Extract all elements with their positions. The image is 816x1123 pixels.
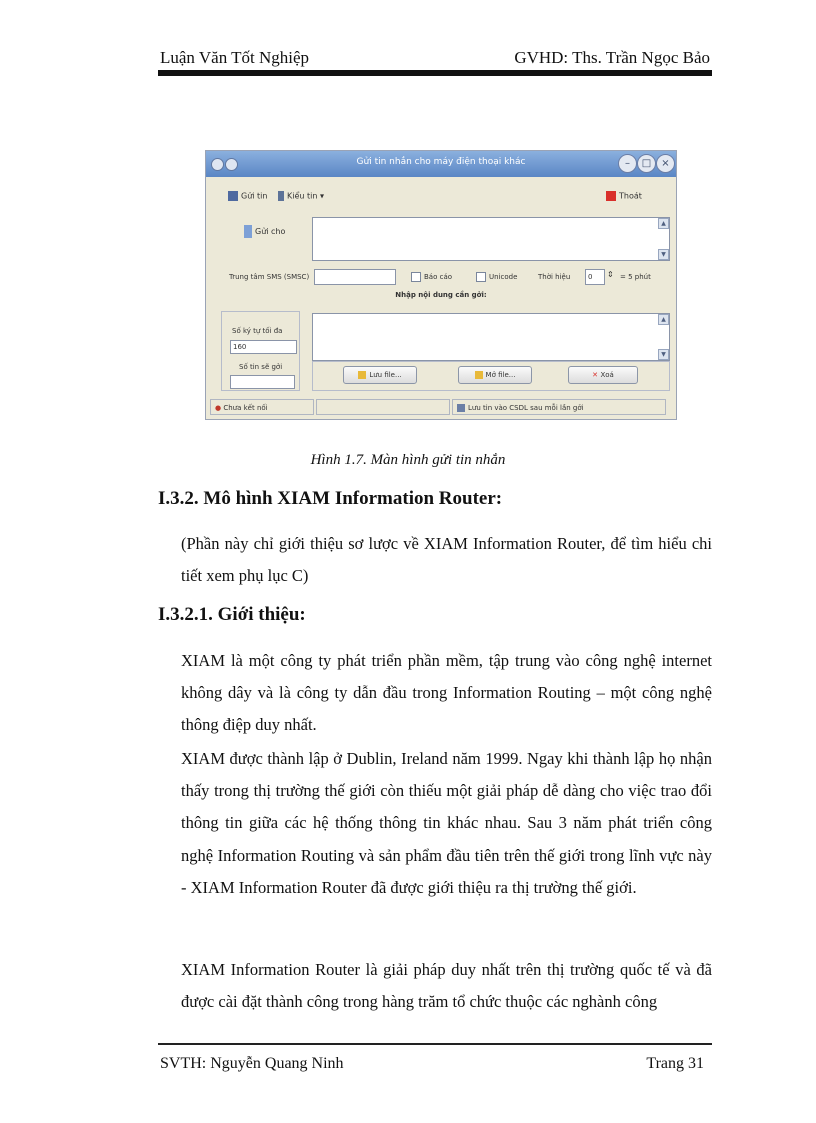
save-file-icon <box>358 371 366 379</box>
message-scroll-down-icon: ▼ <box>658 349 669 360</box>
status-connection: ● Chưa kết nối <box>210 399 314 415</box>
header-rule <box>158 70 712 76</box>
save-file-button: Lưu file... <box>343 366 417 384</box>
paragraph-1: XIAM là một công ty phát triển phần mềm, tập trung vào công nghệ internet không dây và là công ty dẫn đầu trong Information Routing – một công nghệ thông điệp duy nhất. <box>181 651 712 735</box>
footer-left: SVTH: Nguyễn Quang Ninh <box>160 1055 344 1072</box>
unicode-checkbox: Unicode <box>476 272 517 282</box>
sent-count-label: Số tin sẽ gởi <box>239 363 283 371</box>
recipient-textarea <box>312 217 670 261</box>
scroll-up-icon: ▲ <box>658 218 669 229</box>
message-type-dropdown: Kiểu tin ▾ <box>278 191 324 201</box>
database-icon <box>457 404 465 412</box>
exit-button: Thoát <box>606 191 642 201</box>
maximize-icon: □ <box>637 154 656 173</box>
send-to-label: Gửi cho <box>244 225 285 238</box>
subsection-heading: I.3.2.1. Giới thiệu: <box>158 604 306 625</box>
window-title: Gửi tin nhắn cho máy điện thoại khác <box>356 157 526 167</box>
send-icon <box>228 191 238 201</box>
open-file-button: Mở file... <box>458 366 532 384</box>
footer-right: Trang 31 <box>646 1055 704 1072</box>
delete-button: ✕ Xoá <box>568 366 638 384</box>
message-scroll-up-icon: ▲ <box>658 314 669 325</box>
paragraph-3: XIAM Information Router là giải pháp duy nhất trên thị trường quốc tế và đã được cài đặt thành công trong hàng trăm tổ chức thuộc các nghành công <box>181 960 712 1012</box>
max-chars-input: 160 <box>230 340 297 354</box>
smsc-label: Trung tâm SMS (SMSC) <box>229 273 310 281</box>
scroll-down-icon: ▼ <box>658 249 669 260</box>
contacts-icon <box>244 225 252 238</box>
smsc-input <box>314 269 396 285</box>
minimize-icon: – <box>618 154 637 173</box>
figure-caption: Hình 1.7. Màn hình gửi tin nhắn <box>310 452 506 468</box>
status-empty <box>316 399 450 415</box>
window-titlebar <box>206 151 676 177</box>
figure-sms-window <box>205 150 677 420</box>
status-db: Lưu tin vào CSDL sau mỗi lần gởi <box>452 399 666 415</box>
disconnected-icon: ● <box>215 404 224 412</box>
max-chars-label: Số ký tự tối đa <box>232 327 283 335</box>
header-right: GVHD: Ths. Trần Ngọc Bảo <box>514 48 710 67</box>
report-checkbox: Báo cáo <box>411 272 452 282</box>
paragraph-2: XIAM được thành lập ở Dublin, Ireland năm 1999. Ngay khi thành lập họ nhận thấy trong thị trường thế giới còn thiếu một giải pháp dễ dàng cho việc trao đổi thông tin giữa các hệ thống thông tin khác nhau. Sau 3 năm phát triển công nghệ Information Routing và sản phẩm đầu tiên trên thế giới trong lĩnh vực này - XIAM Information Router đã được giới thiệu ra thị trường thế giới. <box>181 749 712 897</box>
content-heading: Nhập nội dung cần gởi: <box>395 291 487 299</box>
page-header <box>158 48 712 70</box>
close-icon: × <box>656 154 675 173</box>
send-button: Gửi tin <box>228 191 267 201</box>
section-heading: I.3.2. Mô hình XIAM Information Router: <box>158 488 503 509</box>
validity-unit: = 5 phút <box>620 273 651 281</box>
open-file-icon <box>475 371 483 379</box>
message-textarea <box>312 313 670 361</box>
validity-input: 0 <box>585 269 605 285</box>
footer-rule <box>158 1043 712 1045</box>
validity-spinner-icon: ⇕ <box>607 270 614 279</box>
exit-icon <box>606 191 616 201</box>
header-left: Luận Văn Tốt Nghiệp <box>160 48 310 67</box>
section-note: (Phần này chỉ giới thiệu sơ lược về XIAM Information Router, để tìm hiểu chi tiết xem phụ lục C) <box>181 534 712 586</box>
delete-icon: ✕ <box>592 371 601 379</box>
message-type-icon <box>278 191 284 201</box>
sent-count-input <box>230 375 295 389</box>
validity-label: Thời hiệu <box>538 273 571 281</box>
